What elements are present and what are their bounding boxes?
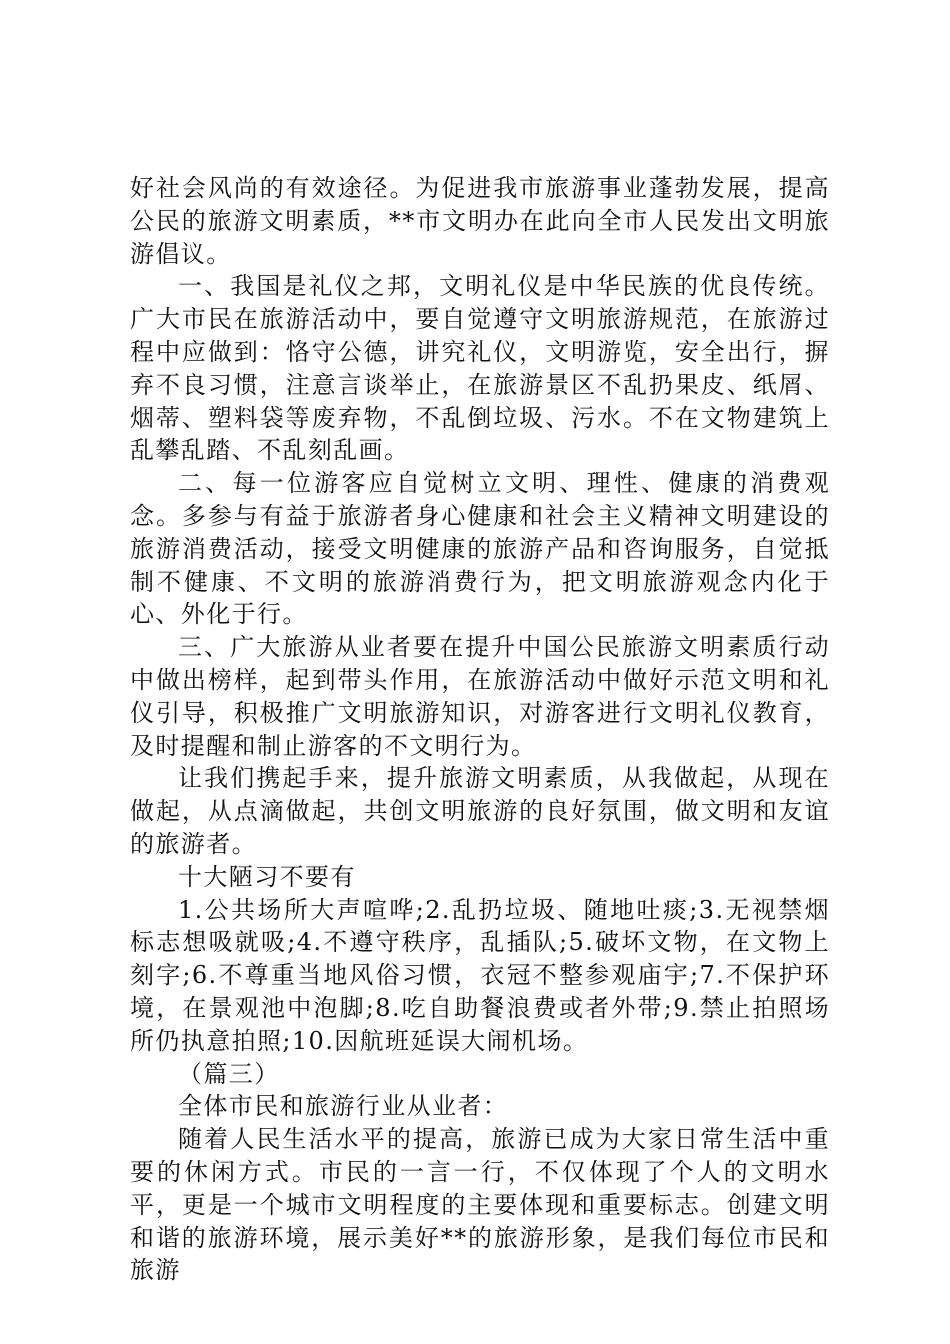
paragraph-point-two: 二、每一位游客应自觉树立文明、理性、健康的消费观念。多参与有益于旅游者身心健康和社会主义精神文明建设的旅游消费活动，接受文明健康的旅游产品和咨询服务，自觉抵制不健康、不文明的旅游消费行为，把文明旅游观念内化于心、外化于行。 (130, 469, 830, 629)
document-page (130, 172, 830, 1287)
paragraph-call-to-action: 让我们携起手来，提升旅游文明素质，从我做起，从现在做起，从点滴做起，共创文明旅游的良好氛围，做文明和友谊的旅游者。 (130, 764, 830, 858)
paragraph-point-three: 三、广大旅游从业者要在提升中国公民旅游文明素质行动中做出榜样，起到带头作用，在旅游活动中做好示范文明和礼仪引导，积极推广文明旅游知识，对游客进行文明礼仪教育，及时提醒和制止游客的不文明行为。 (130, 633, 830, 760)
paragraph-intro-continued: 好社会风尚的有效途径。为促进我市旅游事业蓬勃发展，提高公民的旅游文明素质，**市文明办在此向全市人民发出文明旅游倡议。 (130, 174, 830, 268)
heading-ten-bad-habits: 十大陋习不要有 (178, 862, 356, 891)
salutation: 全体市民和旅游行业从业者： (178, 1092, 509, 1121)
paragraph-part-three-body: 随着人民生活水平的提高，旅游已成为大家日常生活中重要的休闲方式。市民的一言一行，不仅体现了个人的文明水平，更是一个城市文明程度的主要体现和重要标志。创建文明和谐的旅游环境，展示美好**的旅游形象，是我们每位市民和旅游 (130, 1125, 830, 1285)
paragraph-point-one: 一、我国是礼仪之邦，文明礼仪是中华民族的优良传统。广大市民在旅游活动中，要自觉遵守文明旅游规范，在旅游过程中应做到：恪守公德，讲究礼仪，文明游览，安全出行，摒弃不良习惯，注意言谈举止，在旅游景区不乱扔果皮、纸屑、烟蒂、塑料袋等废弃物，不乱倒垃圾、污水。不在文物建筑上乱攀乱踏、不乱刻乱画。 (130, 272, 830, 465)
section-label-part-three: （篇三） (178, 1059, 280, 1088)
paragraph-bad-habits-list: 1.公共场所大声喧哗;2.乱扔垃圾、随地吐痰;3.无视禁烟标志想吸就吸;4.不遵守秩序，乱插队;5.破坏文物，在文物上刻字;6.不尊重当地风俗习惯，衣冠不整参观庙宇;7.不保护环境，在景观池中泡脚;8.吃自助餐浪费或者外带;9.禁止拍照场所仍执意拍照;10.因航班延误大闹机场。 (130, 895, 830, 1055)
